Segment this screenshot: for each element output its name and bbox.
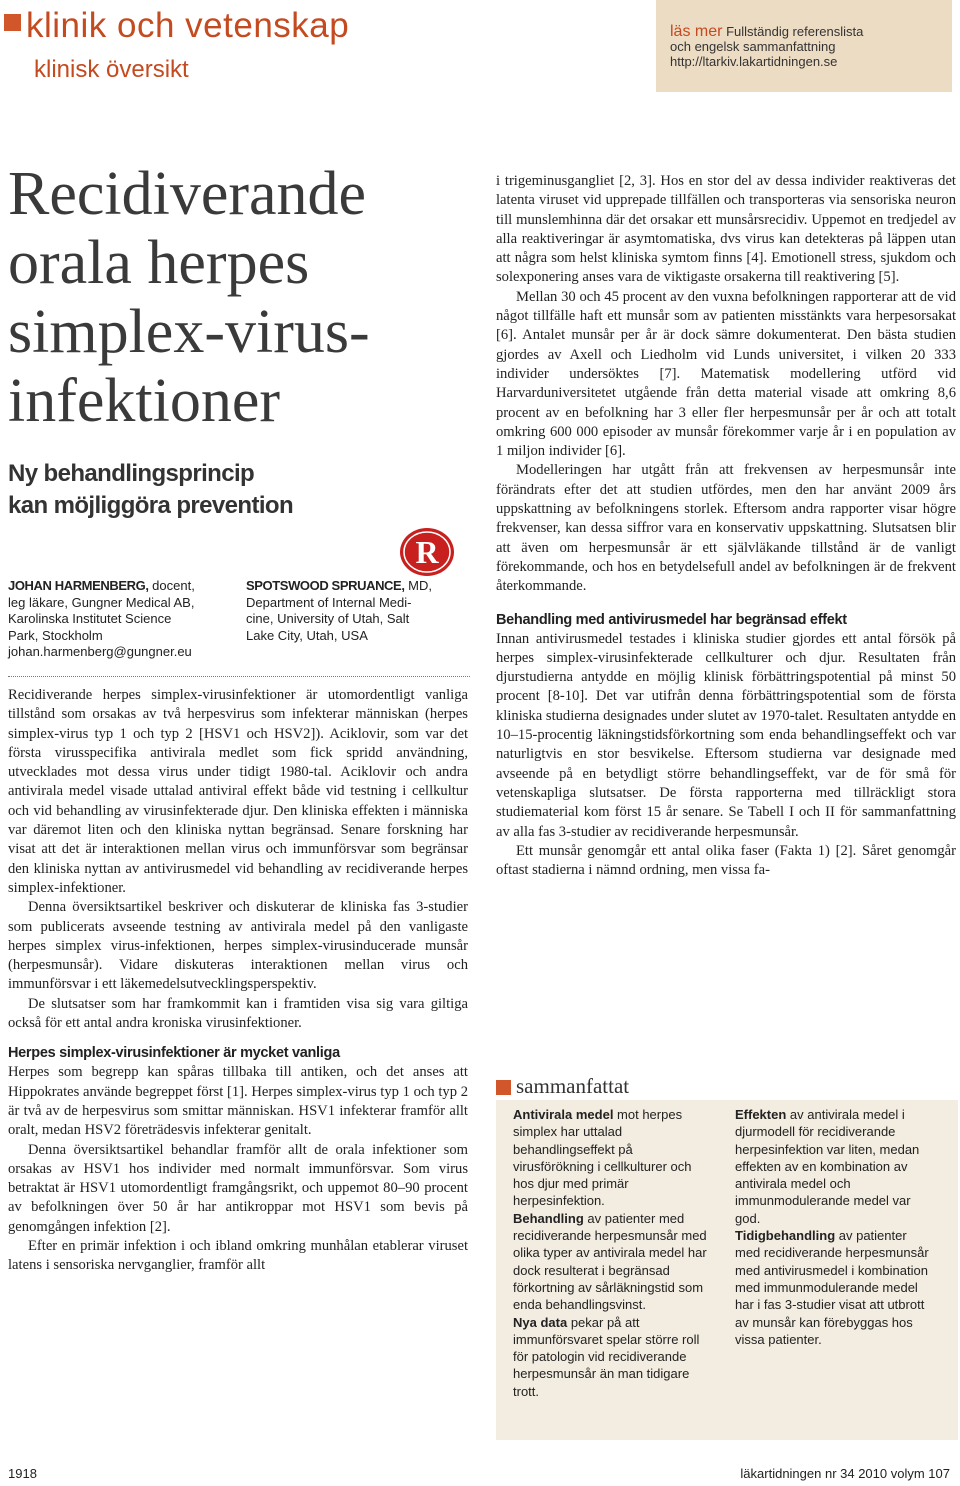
summary-item [513,1210,713,1314]
section-title: klinik och vetenskap [26,6,350,45]
lead-paragraph: Recidiverande herpes simplex-virusinfektioner är utomordentligt vanliga tillstånd som orsakas av två herpesvirus som infekterar människan (herpes simplex-virus typ 1 och typ 2 [HSV1 och HSV2]). Aciklovir, som var det första virusspecifika antivirala medlet som fick spridd användning, utvecklades mot dessa virus under tidigt 1980-tal. Aciklovir och andra antivirala medel visade uttalad antiviral effekt både vid testning i cellkultur och vid behandling av virusinfekterade djur. Den kliniska effekten i människa var däremot liten och den kliniska nyttan begränsad. Senare forskning har visat att det är interaktionen mellan virus och immunförsvar som begränsar den kliniska nyttan av antivirusmedel vid behandling av recidiverande herpes simplex-infektioner. [8,687,468,896]
author-1 [8,578,238,661]
section-marker [4,14,21,31]
read-more-link[interactable]: http://ltarkiv.lakartidningen.se [670,54,838,69]
summary-item-text: av patienter med recidiverande herpesmunsår med antivirusmedel i kombination med immunmodulerande medel har i fas 3-studier visat att utbrott av munsår kan förebyggas hos vissa patienter. [735,1228,929,1347]
author-email[interactable]: johan.harmenberg@gungner.eu [8,644,192,659]
author-2 [246,578,476,644]
article-title-line: orala herpes [8,229,310,297]
paragraph: Innan antivirusmedel testades i kliniska studier gjordes ett antal försök på herpes simplex-virusinfekterade cellkulturer och djur. Resultaten från djurstudierna antydde en möjlig klinisk förbättringspotential på minst 50 procent [8-10]. Det var utifrån denna förbättringspotential som de första kliniska studierna designades under slutet av 1970-talet. Resultaten antydde en 10–15-procentig läkningstidsförkortning som enda behandlingseffekt och var naturligtvis en stor besvikelse. Eftersom studierna var designade med avseende på en betydligt större behandlingseffekt, var de för små för vetenskapliga slutsatser. De första rapporterna med tillräckligt stora studiematerial kom först 15 år senare. Se Tabell I och II för sammanfattning av alla fas 3-studier av recidiverande herpesmunsår. [496,630,956,840]
article-title-line: Recidiverande [8,160,367,228]
summary-item-lead: Tidigbehandling [735,1228,836,1244]
summary-column-right [735,1106,935,1348]
article-subtitle-line: kan möjliggöra prevention [8,492,294,519]
summary-item-lead: Effekten [735,1107,787,1122]
author-title: docent, [148,578,195,593]
summary-item-lead: Antivirala medel [513,1107,614,1122]
paragraph: Denna översiktsartikel behandlar framför allt de orala infektioner som orsakas av HSV1 hos individer med normalt immunförsvar. Som virus betraktat är HSV1 utomordentligt framgångsrikt, och uppemot 80–90 procent av befolkningen över 50 år har antikroppar mot HSV1 som bevis på genomgången infektion [2]. [8,1141,468,1235]
page-number: 1918 [8,1466,37,1481]
summary-item-text: av antivirala medel i djurmodell för recidiverande herpesinfektion var liten, medan effekten av en kombination av antivirala medel och immunmodulerande medel var god. [735,1107,920,1226]
author-name: SPOTSWOOD SPRUANCE, [246,578,405,593]
summary-column-left [513,1106,713,1400]
summary-item-lead: Nya data [513,1314,568,1330]
author-affiliation: Park, Stockholm [8,627,103,643]
summary-item-lead: Behandling [513,1210,584,1226]
paragraph: Ett munsår genomgår ett antal olika faser (Fakta 1) [2]. Såret genomgår oftast stadierna i nämnd ordning, men vissa fa- [496,842,956,879]
author-title: MD, [404,578,432,593]
paragraph: Mellan 30 och 45 procent av den vuxna befolkningen rapporterar att de vid något tillfälle haft ett munsår som av patienten misstänkts vara herpesorsakat [6]. Antalet munsår per år är dock sämre dokumenterat. Den bästa studien gjordes av Axell och Liedholm vid Lunds universitet, i vilken 20 333 individer undersöktes [7]. Matematisk modellering utförd vid Harvarduniversitetet utgående från detta material visade att omkring 8,6 procent av en befolkning har 3 eller fler herpesmunsår per år och att totalt omkring 600 000 episoder av munsår förekommer varje år i en population av 1 miljon individer [6]. [496,288,956,460]
read-more-box [656,0,952,92]
reviewed-logo-icon [398,526,456,578]
summary-item [735,1106,935,1227]
section-heading: Herpes simplex-virusinfektioner är mycket vanliga [8,1045,340,1062]
summary-item-text: pekar på att immunförsvaret spelar större roll för patologin vid recidiverande herpesmunsår än man tidigare trott. [513,1314,700,1399]
author-affiliation: Lake City, Utah, USA [246,627,368,643]
body-column-left [8,686,468,1276]
article-subtitle [8,458,468,522]
summary-item [735,1227,935,1348]
read-more-line-1: Fullständig referenslista [726,24,864,39]
section-heading: Behandling med antivirusmedel har begränsad effekt [496,611,847,628]
read-more-label: läs mer [670,23,723,40]
paragraph: De slutsatser som har framkommit kan i framtiden visa sig vara giltiga också för ett antal andra kroniska virusinfektioner. [8,995,468,1032]
paragraph: Efter en primär infektion i och ibland omkring munhålan etablerar viruset latens i sensoriska nervganglier, framför allt [8,1238,468,1274]
author-affiliation: Karolinska Institutet Science [8,611,172,626]
author-name: JOHAN HARMENBERG, [8,578,149,593]
body-column-right [496,172,956,880]
summary-item [513,1314,713,1400]
summary-heading: sammanfattat [516,1074,630,1098]
paragraph: Denna översiktsartikel beskriver och diskuterar de kliniska fas 3-studier som publicerats avseende testning av antivirala medel på den vanligaste herpes simplex virus-infektionen, herpes simplex-virusinducerade munsår (herpesmunsår). Vidare diskuteras interaktionen mellan virus och immunförsvar i ett läkemedelsutvecklingsperspektiv. [8,899,468,993]
summary-item-text: av patienter med recidiverande herpesmunsår med olika typer av antivirala medel har dock resulterat i begränsad förkortning av sårläkningstid som enda behandlingsvinst. [513,1210,707,1313]
author-affiliation: Department of Internal Medi- [246,594,412,610]
article-title [8,160,468,436]
article-title-line: infektioner [8,367,281,435]
journal-issue: läkartidningen nr 34 2010 volym 107 [740,1466,950,1481]
read-more-line-2: och engelsk sammanfattning [670,39,836,54]
summary-item [513,1106,713,1210]
logo-letter: R [415,534,439,570]
paragraph: Herpes som begrepp kan spåras tillbaka till antiken, och det anses att Hippokrates använde begreppet först [1]. Herpes simplex-virus typ 1 och typ 2 är två av de herpesvirus som smittar människan. HSV1 infekterar framför allt oralt, medan HSV2 företrädesvis infekterar genitalt. [8,1064,468,1139]
divider [8,676,470,677]
paragraph: i trigeminusgangliet [2, 3]. Hos en stor del av dessa individer reaktiveras det latenta viruset vid upprepade tillfällen och transporteras via sensoriska neuron till munslemhinna där det orsakar ett munsårsrecidiv. Uppemot en tredjedel av alla reaktiveringar är asymtomatiska, dvs virus kan detekteras på läppen utan att några som helst kliniska symtom finns [4]. Emotionell stress, sjukdom och solexponering anses vara de viktigaste orsakerna till reaktivering [5]. [496,173,956,286]
summary-marker [496,1080,511,1095]
author-affiliation: cine, University of Utah, Salt [246,611,410,626]
article-title-line: simplex-virus- [8,298,370,366]
paragraph: Modelleringen har utgått från att frekvensen av herpesmunsår inte förändrats efter det att studien utfördes, men den har använt 2009 års uppskattning av befolkningens storlek. Eftersom andra rapporter visar högre frekvenser, kan dessa siffror vara en konservativ uppskattning. Slutsatsen blir att även om herpesmunsår är ett självläkande tillstånd är de vanligt förekommande, och hos en betydelsefull andel av befolkningen är de frekvent återkommande. [496,462,956,595]
section-subtitle: klinisk översikt [34,56,189,83]
author-affiliation: leg läkare, Gungner Medical AB, [8,594,195,610]
article-subtitle-line: Ny behandlingsprincip [8,460,255,487]
summary-item-text: mot herpes simplex har uttalad behandlingseffekt på virusförökning i cellkulturer och hos djur med primär herpesinfektion. [513,1107,692,1209]
